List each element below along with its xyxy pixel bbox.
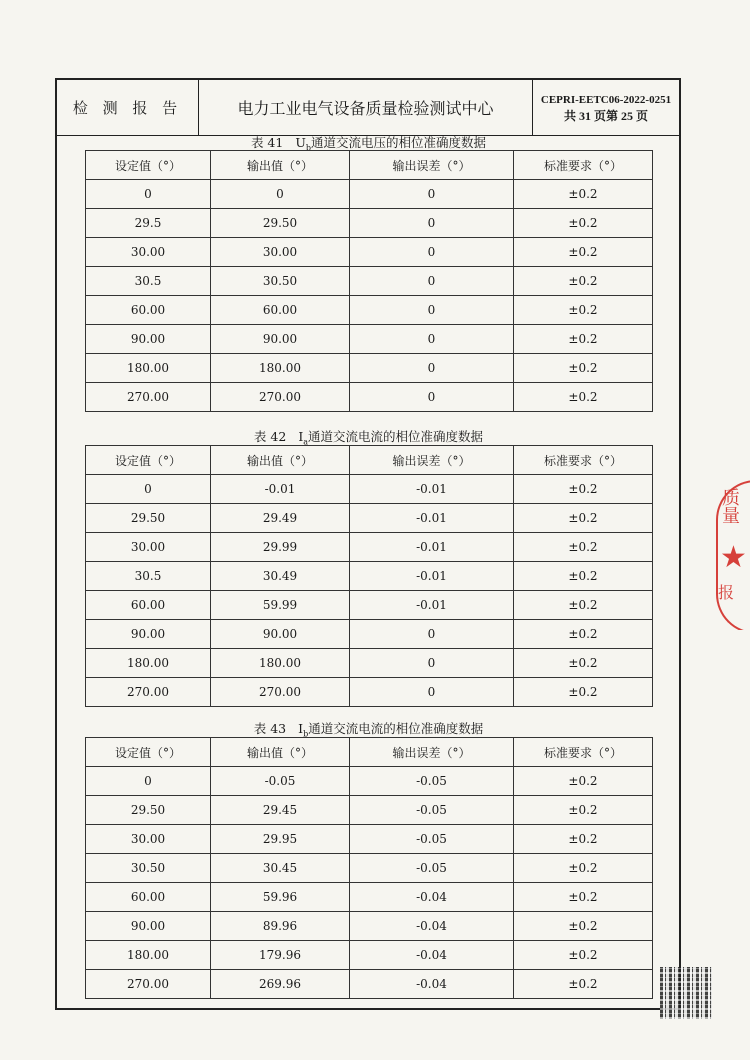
cell-error: 0 [350,209,514,238]
cell-standard: ±0.2 [514,620,653,649]
table-number: 表 42 [253,429,287,444]
cell-error: -0.04 [350,970,514,999]
cell-error: -0.01 [350,533,514,562]
cell-setpoint: 90.00 [86,620,211,649]
header-doc-type: 检 测 报 告 [57,80,199,135]
cell-output: 30.49 [211,562,350,591]
cell-error: -0.01 [350,504,514,533]
cell-standard: ±0.2 [514,883,653,912]
cell-standard: ±0.2 [514,383,653,412]
cell-standard: ±0.2 [514,325,653,354]
table-row [86,825,653,854]
cell-error: 0 [350,296,514,325]
table-header-row [86,446,653,475]
table-42-caption [85,427,652,447]
table-header-row [86,738,653,767]
cell-error: -0.05 [350,854,514,883]
cell-setpoint: 29.50 [86,796,211,825]
table-title: 通道交流电压的相位准确度数据 [311,135,487,150]
cell-standard: ±0.2 [514,475,653,504]
col-header-standard: 标准要求（°） [514,738,653,767]
cell-standard: ±0.2 [514,912,653,941]
cell-output: 90.00 [211,325,350,354]
cell-error: -0.04 [350,883,514,912]
cell-standard: ±0.2 [514,504,653,533]
cell-error: -0.04 [350,941,514,970]
cell-setpoint: 30.50 [86,854,211,883]
header-organization: 电力工业电气设备质量检验测试中心 [199,80,533,135]
col-header-output: 输出值（°） [211,446,350,475]
stamp-text-top: 质量 [719,488,740,524]
cell-error: -0.01 [350,591,514,620]
col-header-output: 输出值（°） [211,151,350,180]
cell-output: 30.50 [211,267,350,296]
table-row [86,678,653,707]
cell-error: 0 [350,383,514,412]
cell-standard: ±0.2 [514,941,653,970]
cell-standard: ±0.2 [514,649,653,678]
cell-error: 0 [350,354,514,383]
report-number: CEPRI-EETC06-2022-0251 [540,93,672,106]
table-row [86,854,653,883]
cell-setpoint: 29.50 [86,504,211,533]
cell-error: -0.05 [350,767,514,796]
cell-output: 29.45 [211,796,350,825]
table-row [86,649,653,678]
cell-setpoint: 180.00 [86,649,211,678]
table-row [86,325,653,354]
cell-setpoint: 29.5 [86,209,211,238]
cell-standard: ±0.2 [514,970,653,999]
cell-output: 270.00 [211,383,350,412]
cell-output: 29.50 [211,209,350,238]
table-number: 表 43 [253,721,287,736]
channel-symbol: I [298,721,304,736]
cell-error: 0 [350,180,514,209]
header-report-info [533,80,679,135]
star-icon: ★ [720,540,747,575]
cell-error: 0 [350,678,514,707]
table-number: 表 41 [250,135,284,150]
cell-setpoint: 30.00 [86,238,211,267]
cell-setpoint: 270.00 [86,383,211,412]
cell-output: 60.00 [211,296,350,325]
table-title: 通道交流电流的相位准确度数据 [308,721,484,736]
cell-standard: ±0.2 [514,533,653,562]
cell-output: 89.96 [211,912,350,941]
cell-output: 59.99 [211,591,350,620]
table-row [86,591,653,620]
report-header [55,78,681,136]
channel-symbol: U [295,135,306,150]
col-header-setpoint: 设定值（°） [86,738,211,767]
cell-setpoint: 60.00 [86,591,211,620]
cell-error: -0.05 [350,796,514,825]
cell-error: 0 [350,325,514,354]
cell-error: -0.04 [350,912,514,941]
col-header-standard: 标准要求（°） [514,446,653,475]
cell-output: 30.45 [211,854,350,883]
table-row [86,475,653,504]
cell-standard: ±0.2 [514,767,653,796]
cell-standard: ±0.2 [514,678,653,707]
cell-setpoint: 0 [86,767,211,796]
table-row [86,970,653,999]
cell-setpoint: 30.5 [86,267,211,296]
cell-output: 30.00 [211,238,350,267]
col-header-error: 输出误差（°） [350,151,514,180]
col-header-error: 输出误差（°） [350,446,514,475]
cell-standard: ±0.2 [514,562,653,591]
cell-output: 90.00 [211,620,350,649]
table-row [86,883,653,912]
table-row [86,383,653,412]
page-number: 共 31 页第 25 页 [563,108,648,123]
cell-output: 269.96 [211,970,350,999]
cell-standard: ±0.2 [514,825,653,854]
channel-symbol: I [298,429,304,444]
cell-setpoint: 30.00 [86,533,211,562]
cell-setpoint: 60.00 [86,296,211,325]
cell-setpoint: 30.00 [86,825,211,854]
cell-setpoint: 90.00 [86,325,211,354]
cell-error: 0 [350,238,514,267]
channel-subscript: b [305,143,312,153]
cell-output: 29.95 [211,825,350,854]
cell-standard: ±0.2 [514,209,653,238]
table-row [86,796,653,825]
table-row [86,354,653,383]
cell-setpoint: 180.00 [86,354,211,383]
cell-standard: ±0.2 [514,267,653,296]
cell-setpoint: 30.5 [86,562,211,591]
cell-standard: ±0.2 [514,854,653,883]
cell-output: -0.05 [211,767,350,796]
table-43-caption [85,719,652,739]
cell-setpoint: 60.00 [86,883,211,912]
cell-output: 180.00 [211,354,350,383]
cell-standard: ±0.2 [514,296,653,325]
table-header-row [86,151,653,180]
cell-output: 179.96 [211,941,350,970]
table-43 [85,737,653,999]
cell-setpoint: 0 [86,475,211,504]
cell-output: 29.99 [211,533,350,562]
stamp-text-bottom: 报 [718,583,735,602]
cell-setpoint: 90.00 [86,912,211,941]
table-row [86,209,653,238]
cell-output: 270.00 [211,678,350,707]
table-row [86,562,653,591]
table-42 [85,445,653,707]
cell-standard: ±0.2 [514,796,653,825]
cell-setpoint: 180.00 [86,941,211,970]
table-title: 通道交流电流的相位准确度数据 [308,429,484,444]
table-row [86,238,653,267]
cell-standard: ±0.2 [514,354,653,383]
table-row [86,912,653,941]
table-row [86,767,653,796]
channel-subscript: b [303,729,309,739]
cell-error: 0 [350,620,514,649]
cell-error: -0.05 [350,825,514,854]
col-header-setpoint: 设定值（°） [86,446,211,475]
cell-setpoint: 270.00 [86,970,211,999]
col-header-setpoint: 设定值（°） [86,151,211,180]
cell-setpoint: 270.00 [86,678,211,707]
table-row [86,296,653,325]
table-row [86,620,653,649]
cell-error: 0 [350,267,514,296]
table-row [86,504,653,533]
table-row [86,941,653,970]
cell-output: 180.00 [211,649,350,678]
cell-error: -0.01 [350,475,514,504]
col-header-output: 输出值（°） [211,738,350,767]
table-41 [85,150,653,412]
col-header-error: 输出误差（°） [350,738,514,767]
cell-error: -0.01 [350,562,514,591]
cell-standard: ±0.2 [514,180,653,209]
channel-subscript: a [303,437,309,447]
table-row [86,267,653,296]
cell-error: 0 [350,649,514,678]
cell-output: 59.96 [211,883,350,912]
qr-code-icon [660,967,712,1019]
cell-standard: ±0.2 [514,591,653,620]
cell-setpoint: 0 [86,180,211,209]
table-row [86,180,653,209]
cell-output: -0.01 [211,475,350,504]
cell-output: 0 [211,180,350,209]
cell-output: 29.49 [211,504,350,533]
table-row [86,533,653,562]
cell-standard: ±0.2 [514,238,653,267]
col-header-standard: 标准要求（°） [514,151,653,180]
red-seal-stamp [716,480,750,630]
